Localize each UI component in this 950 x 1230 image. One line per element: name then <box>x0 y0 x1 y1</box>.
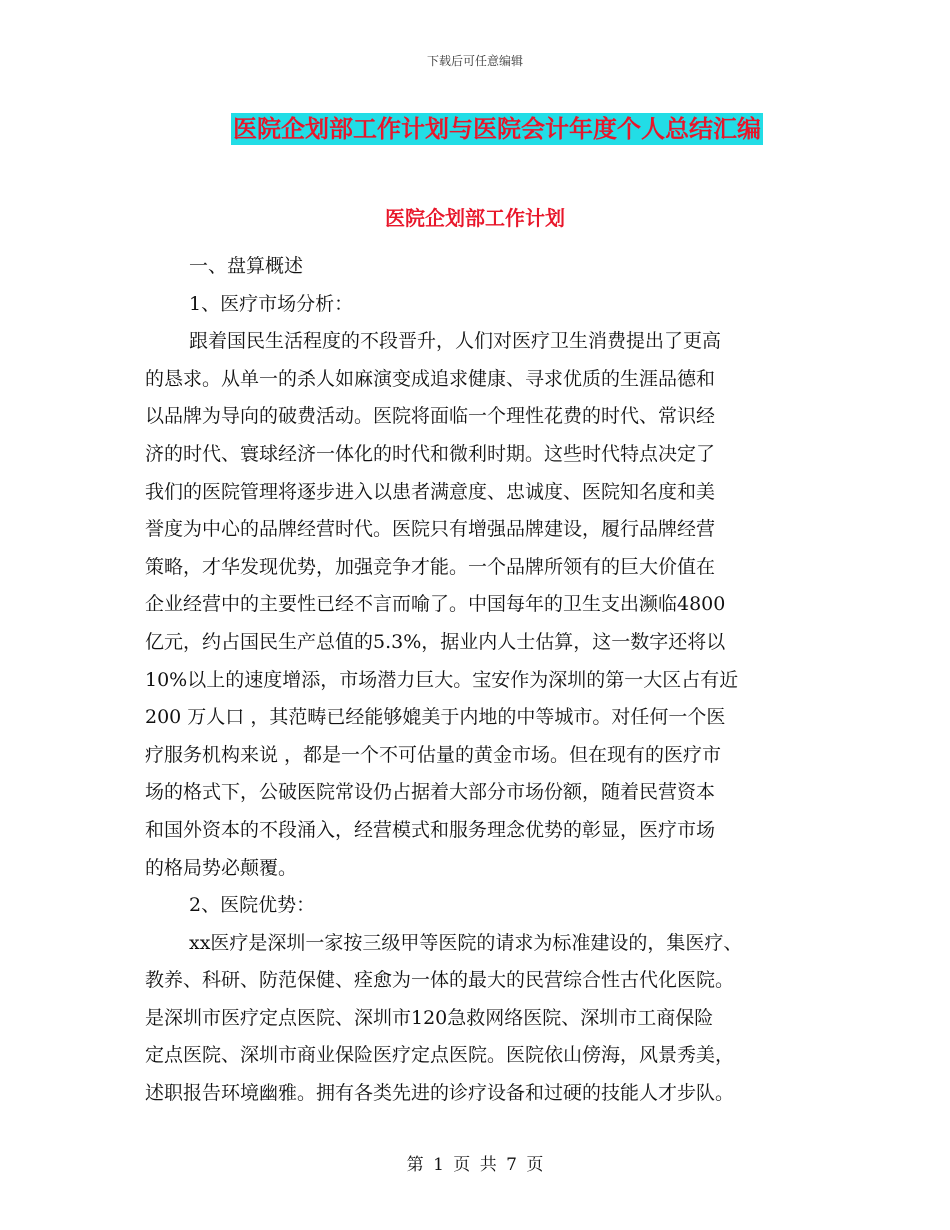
paragraph-line: 我们的医院管理将逐步进入以患者满意度、忠诚度、医院知名度和美 <box>145 480 716 503</box>
paragraph-line: 誉度为中心的品牌经营时代。医院只有增强品牌建设，履行品牌经营 <box>145 518 716 541</box>
paragraph-line: 10%以上的速度增添，市场潜力巨大。宝安作为深圳的第一大区占有近 <box>145 668 739 691</box>
paragraph-line: 跟着国民生活程度的不段晋升，人们对医疗卫生消费提出了更高 <box>189 330 722 353</box>
paragraph-line: 是深圳市医疗定点医院、深圳市120急救网络医院、深圳市工商保险 <box>145 1006 714 1029</box>
paragraph-line: 教养、科研、防范保健、痊愈为一体的最大的民营综合性古代化医院。 <box>145 969 735 992</box>
paragraph-line: 场的格式下，公破医院常设仍占据着大部分市场份额，随着民营资本 <box>145 781 716 804</box>
page-number-footer: 第 1 页 共 7 页 <box>406 1155 544 1175</box>
document-title: 医院企划部工作计划与医院会计年度个人总结汇编 <box>233 115 761 143</box>
paragraph-line: 亿元，约占国民生产总值的5.3%，据业内人士估算，这一数字还将以 <box>145 630 726 653</box>
paragraph-line: 以品牌为导向的破费活动。医院将面临一个理性花费的时代、常识经 <box>145 405 716 428</box>
document-title-wrap <box>0 113 950 145</box>
paragraph-line: 200 万人口 ，其范畴已经能够媲美于内地的中等城市。对任何一个医 <box>145 706 726 729</box>
paragraph-line: 定点医院、深圳市商业保险医疗定点医院。医院依山傍海，风景秀美， <box>145 1044 735 1067</box>
paragraph-line: xx医疗是深圳一家按三级甲等医院的请求为标准建设的，集医疗、 <box>189 931 743 954</box>
page-header-note: 下载后可任意编辑 <box>426 54 523 68</box>
section-title: 医院企划部工作计划 <box>385 206 565 230</box>
subheading-market-analysis: 1、医疗市场分析： <box>189 292 354 315</box>
paragraph-line: 策略，才华发现优势，加强竞争才能。一个品牌所领有的巨大价值在 <box>145 555 716 578</box>
heading-overview: 一、盘算概述 <box>189 255 304 277</box>
paragraph-line: 济的时代、寰球经济一体化的时代和微利时期。这些时代特点决定了 <box>145 442 716 465</box>
subheading-hospital-advantages: 2、医院优势： <box>189 894 316 917</box>
paragraph-line: 和国外资本的不段涌入，经营模式和服务理念优势的彰显，医疗市场 <box>145 818 716 841</box>
paragraph-line: 述职报告环境幽雅。拥有各类先进的诊疗设备和过硬的技能人才步队。 <box>145 1082 735 1105</box>
paragraph-line: 的格局势必颠覆。 <box>145 856 298 879</box>
paragraph-line: 疗服务机构来说 ，都是一个不可估量的黄金市场。但在现有的医疗市 <box>145 743 722 766</box>
paragraph-line: 企业经营中的主要性已经不言而喻了。中国每年的卫生支出濒临4800 <box>145 593 726 616</box>
paragraph-line: 的恳求。从单一的杀人如麻演变成追求健康、寻求优质的生涯品德和 <box>145 367 716 390</box>
document-body <box>145 251 817 1116</box>
